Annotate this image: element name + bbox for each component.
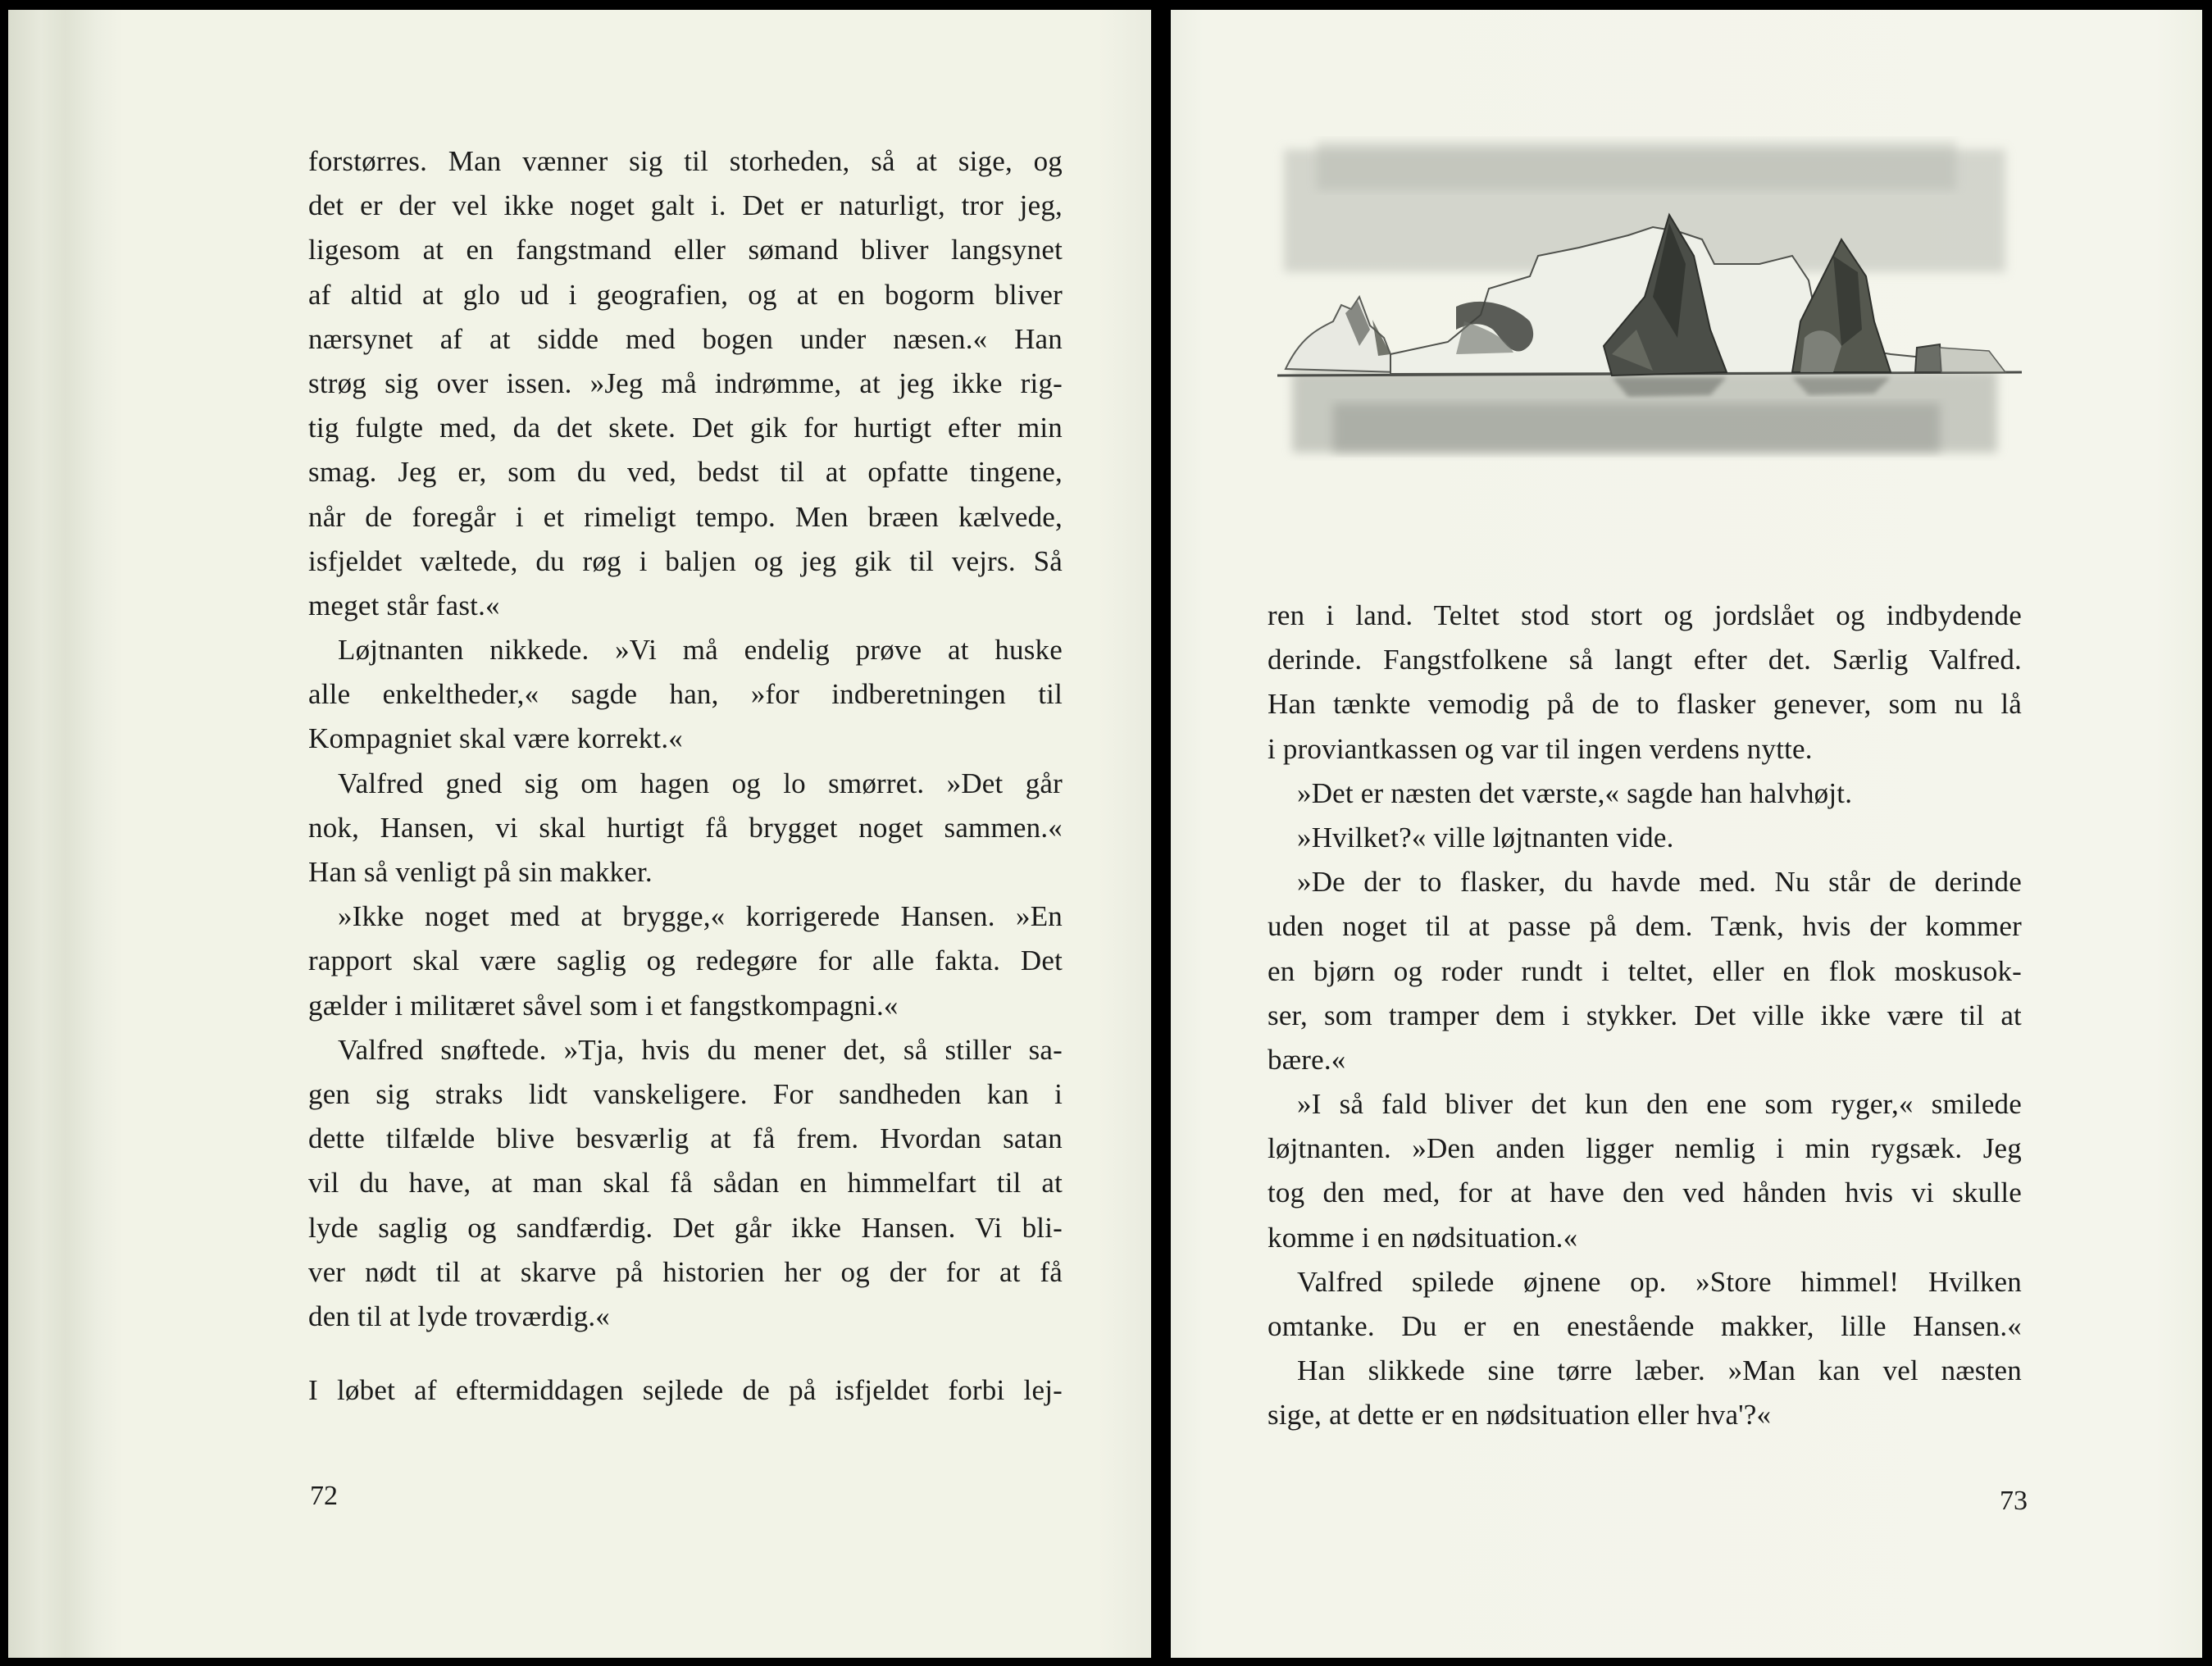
text-line: nok, Hansen, vi skal hurtigt få brygget noget sammen.« [308,811,1063,844]
text-line: den til at lyde troværdig.« [308,1300,610,1332]
text-line: lyde saglig og sandfærdig. Det går ikke Hansen. Vi bli- [308,1211,1063,1244]
page-number-right: 73 [2000,1486,2028,1516]
text-line: derinde. Fangstfolkene så langt efter det. Særlig Valfred. [1268,644,2022,676]
text-line: ren i land. Teltet stod stort og jordslået og indbydende [1268,599,2022,631]
text-line: »De der to flasker, du havde med. Nu står de derinde [1297,866,2022,899]
text-line-closing: I løbet af eftermiddagen sejlede de på isfjeldet forbi lej- [308,1374,1063,1407]
text-line: når de foregår i et rimeligt tempo. Men bræen kælvede, [308,500,1063,533]
text-line: Han slikkede sine tørre læber. »Man kan vel næsten [1297,1354,2022,1387]
text-line: ser, som tramper dem i stykker. Det ville ikke være til at [1268,999,2022,1031]
text-line: Løjtnanten nikkede. »Vi må endelig prøve at huske [338,634,1063,667]
text-line: Han tænkte vemodig på de to flasker genever, som nu lå [1268,688,2022,721]
text-line: meget står fast.« [308,589,500,621]
text-line: forstørres. Man vænner sig til storheden, så at sige, og [308,145,1063,177]
text-line: Valfred gned sig om hagen og lo smørret. »Det går [338,767,1063,799]
text-line: smag. Jeg er, som du ved, bedst til at opfatte tingene, [308,456,1063,489]
text-line: strøg sig over issen. »Jeg må indrømme, at jeg ikke rig- [308,366,1063,399]
text-line: ver nødt til at skarve på historien her og der for at få [308,1255,1063,1288]
left-page-text [308,139,1063,1413]
text-line: Kompagniet skal være korrekt.« [308,722,684,755]
text-line: Han så venligt på sin makker. [308,856,653,888]
section-gap [308,1339,1063,1368]
text-line: tig fulgte med, da det skete. Det gik for hurtigt efter min [308,412,1063,444]
text-line: gælder i militæret såvel som i et fangstkompagni.« [308,989,899,1022]
text-line: rapport skal være saglig og redegøre for alle fakta. Det [308,945,1063,977]
text-line: uden noget til at passe på dem. Tænk, hvis der kommer [1268,910,2022,943]
page-number-left: 72 [310,1481,338,1511]
text-line: gen sig straks lidt vanskeligere. For sandheden kan i [308,1077,1063,1110]
text-line: løjtnanten. »Den anden ligger nemlig i min rygsæk. Jeg [1268,1132,2022,1165]
text-line: dette tilfælde blive besværlig at få frem. Hvordan satan [308,1122,1063,1155]
text-line: »Hvilket?« ville løjtnanten vide. [1297,821,1674,853]
text-line: af altid at glo ud i geografien, og at en bogorm bliver [308,278,1063,311]
text-line: nærsynet af at sidde med bogen under næsen.« Han [308,322,1063,355]
iceberg-illustration [1268,133,2030,469]
text-line: vil du have, at man skal få sådan en himmelfart til at [308,1167,1063,1199]
text-line: Valfred spilede øjnene op. »Store himmel! Hvilken [1297,1265,2022,1298]
text-line: i proviantkassen og var til ingen verdens nytte. [1268,732,1813,765]
text-line: det er der vel ikke noget galt i. Det er naturligt, tror jeg, [308,189,1063,222]
text-line: sige, at dette er en nødsituation eller hva'?« [1268,1399,1772,1432]
right-page [1171,10,2202,1658]
text-line: omtanke. Du er en enestående makker, lille Hansen.« [1268,1310,2022,1342]
text-line: tog den med, for at have den ved hånden hvis vi skulle [1268,1177,2022,1209]
text-line: en bjørn og roder rundt i teltet, eller en flok moskusok- [1268,954,2022,987]
text-line: »I så fald bliver det kun den ene som ryger,« smilede [1297,1088,2022,1121]
text-line: alle enkeltheder,« sagde han, »for indberetningen til [308,678,1063,711]
text-line: »Ikke noget med at brygge,« korrigerede Hansen. »En [338,900,1063,933]
right-page-text [1268,594,2022,1438]
left-page [8,10,1151,1658]
text-line: komme i en nødsituation.« [1268,1221,1578,1254]
text-line: ligesom at en fangstmand eller sømand bliver langsynet [308,234,1063,266]
text-line: isfjeldet væltede, du røg i baljen og jeg gik til vejrs. Så [308,544,1063,577]
text-line: »Det er næsten det værste,« sagde han halvhøjt. [1297,776,1853,809]
text-line: bære.« [1268,1043,1346,1076]
text-line: Valfred snøftede. »Tja, hvis du mener det, så stiller sa- [338,1033,1063,1066]
